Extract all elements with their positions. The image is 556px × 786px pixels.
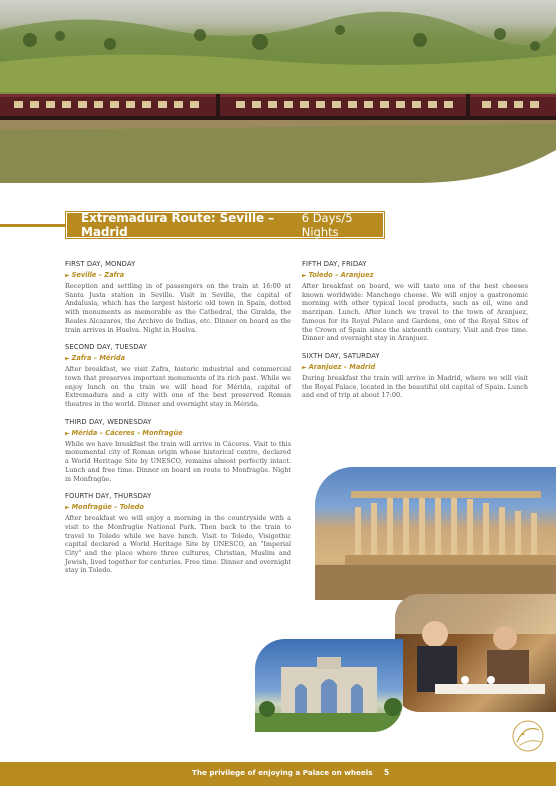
day-description: After breakfast we will enjoy a morning in the countryside with a visit to the Monfragüe National Park. Then back to the train to travel to Toledo while we have lunch. Visit to Toledo, Visigothic capital declared a World Heritage Site by UNESCO, an "Imperial City" and the place where three cultures, Christian, Muslim and Jewish, lived together for centuries. Free time. Dinner and overnight stay in Toledo. [65, 514, 291, 575]
page-footer [0, 762, 556, 786]
day-description: After breakfast, we visit Zafra, historic industrial and commercial town that preserves important monuments of its rich past. While we enjoy lunch on the train we will head for Mérida, capital of Extremadura and a city with one of the best preserved Roman theatres in the world. Dinner and overnight stay in Mérida. [65, 365, 291, 409]
arrow-right-icon: ► [65, 355, 70, 363]
arrow-right-icon: ► [65, 504, 70, 512]
arrow-right-icon: ► [65, 429, 70, 437]
hero-train-photo [0, 0, 556, 183]
day-heading: SECOND DAY, TUESDAY [65, 343, 147, 352]
route-duration: 6 Days/5 Nights [301, 211, 353, 239]
page-number: 5 [384, 768, 390, 777]
brand-logo-icon [505, 716, 551, 758]
day-block [302, 260, 528, 343]
day-heading: SIXTH DAY, SATURDAY [302, 351, 380, 360]
day-description: During breakfast the train will arrive in Madrid, where we will visit the Royal Palace, located in the beautiful old capital of Spain. Lunch and end of trip at about 17:00. [302, 373, 528, 400]
day-heading: FIFTH DAY, FRIDAY [302, 260, 367, 268]
day-description: Reception and settling in of passengers on the train at 16:00 at Santa Justa station in Seville. Visit in Seville, the capital of Andalusia, which has the largest historic old town in Spain, dotted with monuments as memorable as the Cathedral, the Giralda, the Reales Alcazares, the Archivo de Indias, etc. Dinner on board as the train arrives in Huelva. Night in Huelva. [65, 282, 291, 334]
day-block [302, 352, 528, 400]
arrow-right-icon: ► [302, 363, 307, 371]
puerta-de-alcala-photo [255, 639, 403, 732]
day-route: ► Aranjuez – Madrid [302, 362, 376, 371]
day-heading: FIRST DAY, MONDAY [65, 260, 136, 268]
day-route: ► Mérida – Cáceres – Monfragüe [65, 428, 183, 437]
day-route: ► Seville – Zafra [65, 271, 125, 279]
footer-tagline: The privilege of enjoying a Palace on wheels [192, 768, 373, 777]
roman-theatre-photo [315, 467, 556, 600]
title-rule [0, 224, 66, 227]
day-block [65, 492, 291, 575]
hero-white-curve [0, 0, 556, 183]
itinerary-right-column [302, 260, 528, 409]
day-block [65, 418, 291, 484]
day-route: ► Toledo – Aranjuez [302, 271, 374, 279]
day-heading: THIRD DAY, WEDNESDAY [65, 417, 152, 426]
day-block [65, 260, 291, 334]
arrow-right-icon: ► [302, 272, 307, 279]
itinerary-left-column [65, 260, 291, 584]
day-heading: FOURTH DAY, THURSDAY [65, 492, 152, 501]
route-title-banner [66, 212, 384, 238]
day-description: While we have breakfast the train will arrive in Cáceres. Visit to this monumental city of Roman origin whose historical centre, declared a World Heritage Site by UNESCO, remains almost perfectly intact. Lunch and free time. Dinner on board en route to Monfragüe. Night in Monfragüe. [65, 439, 291, 483]
dining-car-photo [395, 594, 556, 712]
day-route: ► Zafra – Mérida [65, 354, 126, 363]
day-block [65, 343, 291, 409]
day-route: ► Monfragüe – Toledo [65, 503, 144, 512]
route-title: Extremadura Route: Seville – Madrid [81, 211, 274, 239]
day-description: After breakfast on board, we will taste one of the best cheeses known worldwide: Manchego cheese. We will enjoy a gastronomic morning with other typical local products, such as oil, wine and marzipan. Lunch. After lunch we travel to the town of Aranjuez, famous for its Royal Palace and Gardens, one of the Royal Sites of the Crown of Spain since the sixteenth century. Visit and free time. Dinner and overnight stay in Aranjuez. [302, 282, 528, 343]
arrow-right-icon: ► [65, 272, 70, 279]
